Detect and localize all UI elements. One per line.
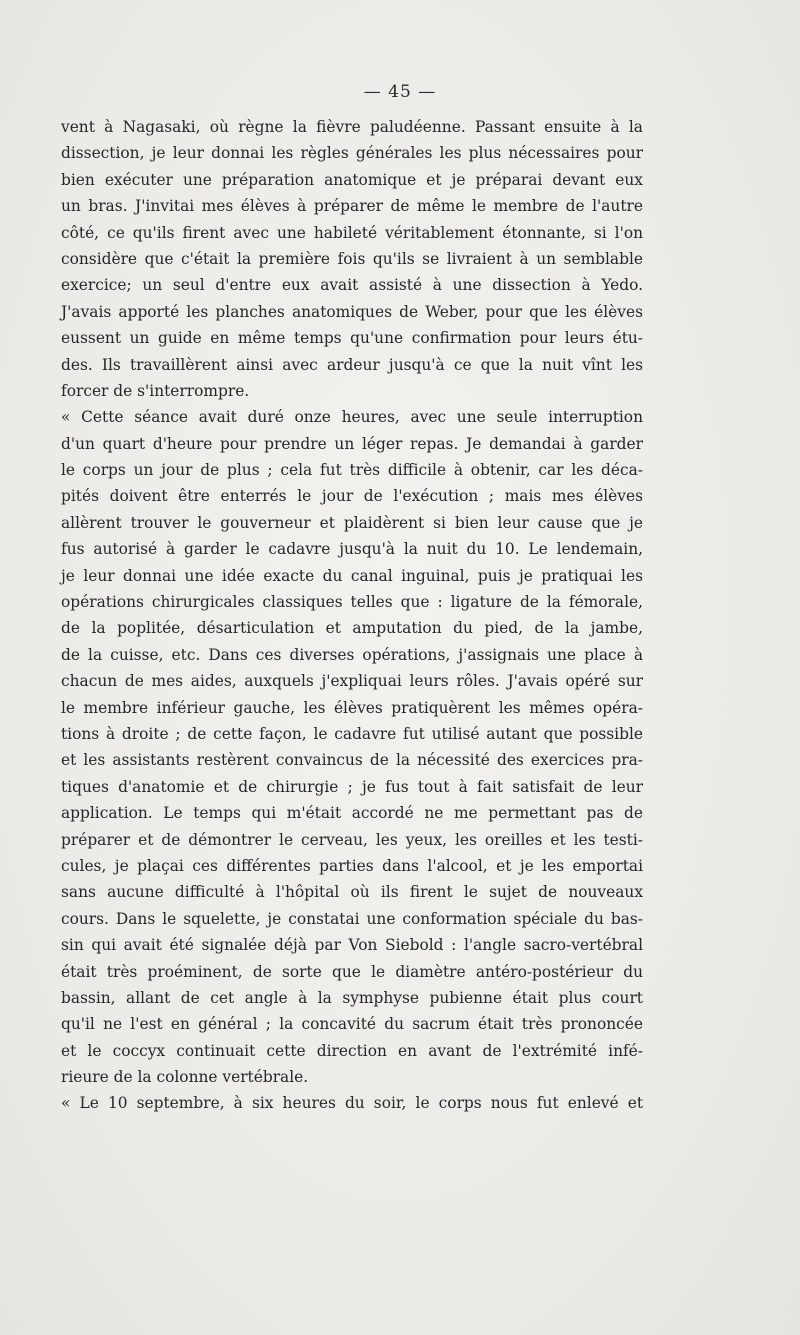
text-line: et le coccyx continuait cette direction en avant de l'extrémité infé-: [61, 1041, 643, 1060]
text-line: vent à Nagasaki, où règne la fièvre paludéenne. Passant ensuite à la: [61, 118, 643, 136]
text-line: J'avais apporté les planches anatomiques de Weber, pour que les élèves: [61, 302, 643, 321]
text-line: était très proéminent, de sorte que le diamètre antéro-postérieur du: [61, 962, 643, 981]
text-line: cules, je plaçai ces différentes parties dans l'alcool, et je les emportai: [61, 856, 643, 875]
text-line: application. Le temps qui m'était accordé ne me permettant pas de: [61, 804, 643, 823]
text-line: bien exécuter une préparation anatomique et je préparai devant eux: [61, 170, 643, 189]
text-line: et les assistants restèrent convaincus de la nécessité des exercices pra-: [61, 751, 643, 770]
text-line: dissection, je leur donnai les règles générales les plus nécessaires pour: [61, 144, 643, 163]
text-line: tions à droite ; de cette façon, le cadavre fut utilisé autant que possible: [61, 724, 643, 743]
text-line: d'un quart d'heure pour prendre un léger repas. Je demandai à garder: [61, 434, 643, 453]
text-line: exercice; un seul d'entre eux avait assisté à une dissection à Yedo.: [61, 276, 643, 295]
text-line: « Cette séance avait duré onze heures, avec une seule interruption: [61, 408, 643, 427]
body-text: [61, 114, 643, 1117]
text-line: côté, ce qu'ils firent avec une habileté véritablement étonnante, si l'on: [61, 223, 643, 242]
text-line: sin qui avait été signalée déjà par Von Siebold : l'angle sacro-vertébral: [61, 936, 643, 955]
text-line: tiques d'anatomie et de chirurgie ; je fus tout à fait satisfait de leur: [61, 777, 643, 796]
text-line: chacun de mes aides, auxquels j'expliquai leurs rôles. J'avais opéré sur: [61, 672, 643, 691]
text-line: je leur donnai une idée exacte du canal inguinal, puis je pratiquai les: [61, 566, 643, 585]
text-line: allèrent trouver le gouverneur et plaidèrent si bien leur cause que je: [61, 513, 643, 532]
text-line: préparer et de démontrer le cerveau, les yeux, les oreilles et les testi-: [61, 830, 643, 849]
text-line: sans aucune difficulté à l'hôpital où ils firent le sujet de nouveaux: [61, 883, 643, 902]
text-line: le membre inférieur gauche, les élèves pratiquèrent les mêmes opéra-: [61, 698, 643, 717]
text-line: rieure de la colonne vertébrale.: [61, 1068, 309, 1087]
page-number: — 45 —: [363, 82, 437, 102]
text-line: considère que c'était la première fois qu'ils se livraient à un semblable: [61, 249, 643, 268]
text-line: qu'il ne l'est en général ; la concavité du sacrum était très prononcée: [61, 1015, 643, 1034]
text-line: bassin, allant de cet angle à la symphyse pubienne était plus court: [61, 988, 643, 1007]
text-line: des. Ils travaillèrent ainsi avec ardeur jusqu'à ce que la nuit vînt les: [61, 355, 643, 374]
text-line: un bras. J'invitai mes élèves à préparer de même le membre de l'autre: [61, 197, 643, 216]
text-line: le corps un jour de plus ; cela fut très difficile à obtenir, car les déca-: [61, 461, 643, 480]
text-line: « Le 10 septembre, à six heures du soir, le corps nous fut enlevé et: [61, 1094, 643, 1113]
text-line: eussent un guide en même temps qu'une confirmation pour leurs étu-: [61, 329, 643, 348]
text-line: de la poplitée, désarticulation et amputation du pied, de la jambe,: [61, 619, 643, 638]
text-line: fus autorisé à garder le cadavre jusqu'à la nuit du 10. Le lendemain,: [61, 540, 643, 559]
text-line: opérations chirurgicales classiques telles que : ligature de la fémorale,: [61, 593, 643, 612]
text-line: pités doivent être enterrés le jour de l'exécution ; mais mes élèves: [61, 487, 643, 506]
text-line: forcer de s'interrompre.: [61, 381, 250, 400]
text-line: de la cuisse, etc. Dans ces diverses opérations, j'assignais une place à: [61, 645, 643, 664]
text-line: cours. Dans le squelette, je constatai une conformation spéciale du bas-: [61, 909, 643, 928]
